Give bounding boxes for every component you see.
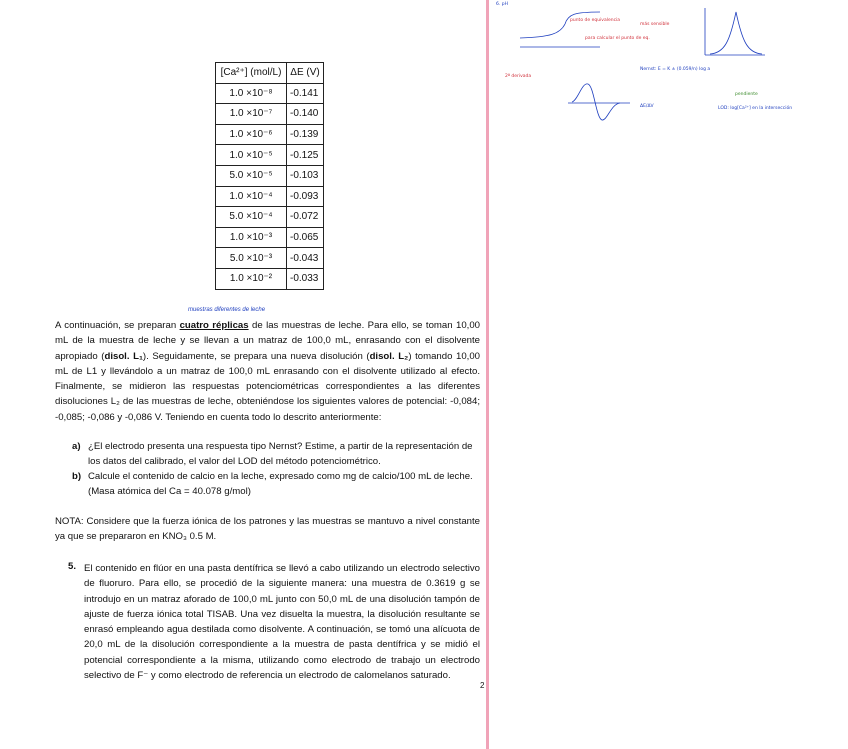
paragraph-text: A continuación, se preparan bbox=[55, 320, 180, 331]
table-row bbox=[216, 104, 324, 125]
table-cell-potential: -0.072 bbox=[287, 207, 324, 228]
table-row bbox=[216, 145, 324, 166]
problem-5-paragraph: El contenido en flúor en una pasta dentífrica se llevó a cabo utilizando un electrodo selectivo de fluoruro. Para ello, se procedió de la siguiente manera: una muestra de 0.3619 g se introdujo en un matraz aforado de 100,0 mL junto con 50,0 mL de una disolución tampón de ajuste de fuerza iónica total TISAB. Una vez disuelta la muestra, la disolución resultante se enrasó empleando agua destilada como disolvente. A continuación, se tomó una alícuota de 20,0 mL de la disolución correspondiente a la muestra de pasta dentífrica y se midió el potencial correspondiente a la misma, utilizando como electrodo de trabajo un electrodo selectivo de F⁻ y como electrodo de referencia un electrodo de calomelanos saturado. bbox=[84, 563, 480, 682]
annotation-red: punto de equivalencia bbox=[570, 18, 621, 23]
annotation-red: para calcular el punto de eq. bbox=[585, 36, 650, 41]
intro-paragraph bbox=[55, 318, 480, 425]
table-cell-concentration: 1.0 ×10⁻⁷ bbox=[216, 104, 287, 125]
table-cell-concentration: 5.0 ×10⁻⁴ bbox=[216, 207, 287, 228]
question-text: Calcule el contenido de calcio en la leche, expresado como mg de calcio/100 mL de leche. (Masa atómica del Ca = 40.078 g/mol) bbox=[88, 471, 473, 497]
list-item bbox=[72, 439, 477, 469]
question-text: ¿El electrodo presenta una respuesta tipo Nernst? Estime, a partir de la representación de los datos del calibrado, el valor del LOD del método potenciométrico. bbox=[88, 441, 473, 467]
annotation-blue: LOD: log[Ca²⁺] en la intersección bbox=[718, 106, 793, 111]
table-cell-concentration: 1.0 ×10⁻⁸ bbox=[216, 83, 287, 104]
table-cell-potential: -0.125 bbox=[287, 145, 324, 166]
table-row bbox=[216, 268, 324, 289]
table-cell-concentration: 1.0 ×10⁻⁴ bbox=[216, 186, 287, 207]
page-number: 2 bbox=[480, 681, 485, 690]
annotation-red: más sensible bbox=[640, 22, 670, 27]
table-row bbox=[216, 227, 324, 248]
paragraph-text: ). Seguidamente, se prepara una nueva disolución ( bbox=[142, 350, 370, 362]
bold-term: disol. L₂ bbox=[369, 350, 409, 362]
table-header-concentration: [Ca²⁺] (mol/L) bbox=[216, 63, 287, 84]
table-cell-concentration: 1.0 ×10⁻⁶ bbox=[216, 124, 287, 145]
first-derivative-curve bbox=[710, 12, 762, 54]
question-list bbox=[72, 439, 477, 499]
table-cell-potential: -0.033 bbox=[287, 268, 324, 289]
problem-number: 5. bbox=[68, 561, 77, 572]
table-row bbox=[216, 124, 324, 145]
table-cell-concentration: 5.0 ×10⁻⁵ bbox=[216, 165, 287, 186]
table-row bbox=[216, 186, 324, 207]
table-cell-concentration: 1.0 ×10⁻⁵ bbox=[216, 145, 287, 166]
nota-paragraph: NOTA: Considere que la fuerza iónica de los patrones y las muestras se mantuvo a nivel constante ya que se prepararon en KNO₃ 0.5 M. bbox=[55, 516, 480, 543]
table-row bbox=[216, 165, 324, 186]
annotation-label: 6. pH bbox=[496, 2, 508, 7]
table-cell-potential: -0.139 bbox=[287, 124, 324, 145]
paragraph-text: ) tomando 10,00 mL de L1 y llevándolo a un matraz de 100,0 mL enrasando con el disolvente utilizado al efecto. Finalmente, se midieron las respuestas potenciométricas correspondientes a las diferentes disoluciones L₂ de las muestras de leche, obteniéndose los siguientes valores de potencial: -0,084; -0,085; -0,086 y -0,086 V. Teniendo en cuenta todo lo descrito anteriormente: bbox=[55, 350, 481, 423]
calibration-table bbox=[215, 62, 324, 290]
annotation-blue: ΔE/ΔV bbox=[640, 104, 654, 109]
table-cell-potential: -0.103 bbox=[287, 165, 324, 186]
question-label: b) bbox=[72, 471, 82, 482]
annotation-green: pendiente bbox=[735, 92, 758, 97]
table-cell-potential: -0.141 bbox=[287, 83, 324, 104]
table-cell-potential: -0.140 bbox=[287, 104, 324, 125]
table-cell-potential: -0.093 bbox=[287, 186, 324, 207]
table-cell-concentration: 1.0 ×10⁻² bbox=[216, 268, 287, 289]
annotation-blue: Nernst: E = K ± (0.059/n) log a bbox=[640, 67, 711, 72]
paragraph-text: de las muestras de leche. Para ello, se toman 10,00 mL de la muestra de leche y se llevan a un matraz de 100,0 mL, enrasando con el disolvente apropiado ( bbox=[55, 320, 480, 362]
bold-term: disol. L₁ bbox=[104, 350, 143, 362]
annotation-red: 2ª derivada bbox=[505, 74, 532, 79]
second-derivative-curve bbox=[572, 84, 620, 120]
question-label: a) bbox=[72, 441, 81, 452]
list-item bbox=[72, 469, 477, 499]
titration-curve bbox=[520, 12, 600, 38]
table-cell-concentration: 5.0 ×10⁻³ bbox=[216, 248, 287, 269]
handwritten-annotations bbox=[490, 0, 848, 749]
table-header-row bbox=[216, 63, 324, 84]
table-header-potential: ΔE (V) bbox=[287, 63, 324, 84]
table-cell-potential: -0.043 bbox=[287, 248, 324, 269]
table-row bbox=[216, 248, 324, 269]
table-cell-concentration: 1.0 ×10⁻³ bbox=[216, 227, 287, 248]
handwritten-note: muestras diferentes de leche bbox=[188, 307, 266, 313]
table-cell-potential: -0.065 bbox=[287, 227, 324, 248]
table-row bbox=[216, 207, 324, 228]
page-divider bbox=[486, 0, 489, 749]
underlined-phrase: cuatro réplicas bbox=[179, 320, 249, 331]
table-row bbox=[216, 83, 324, 104]
